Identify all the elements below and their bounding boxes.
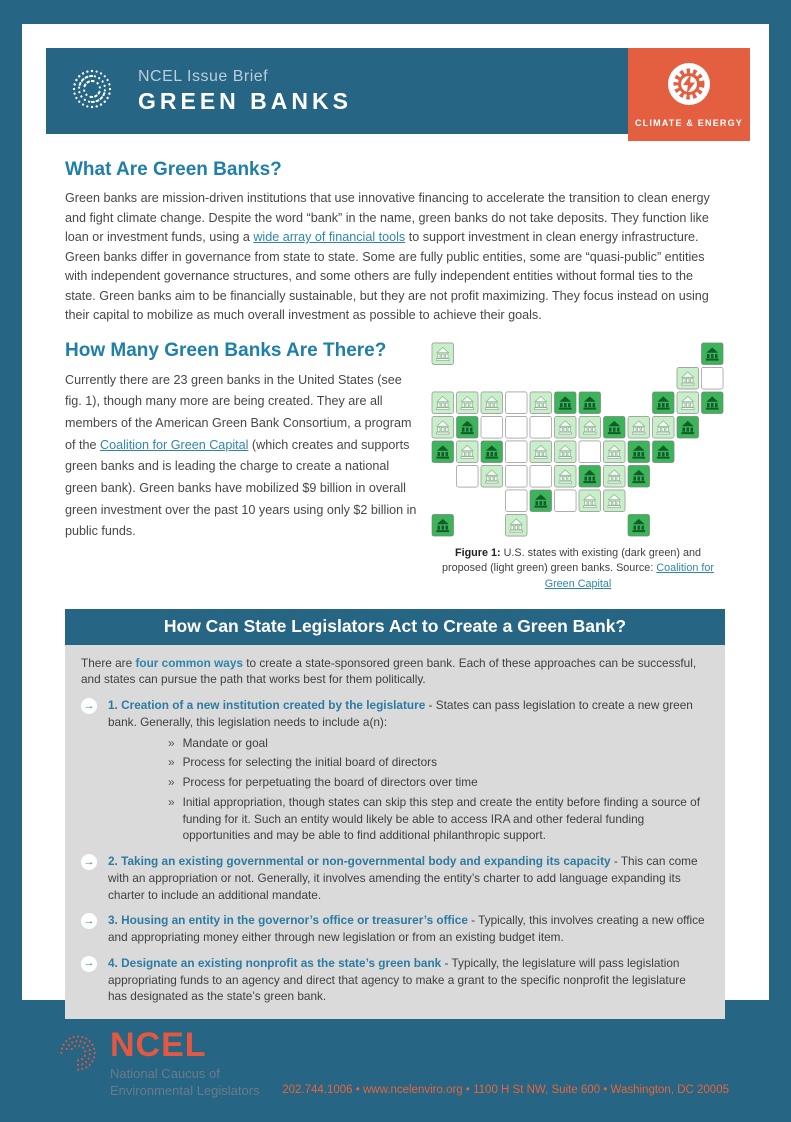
way-subitem bbox=[168, 754, 707, 771]
gear-bolt-icon bbox=[667, 62, 711, 111]
state-tile-IN bbox=[579, 416, 601, 438]
state-tile-NH bbox=[701, 367, 723, 389]
footer-brand: NCEL bbox=[110, 1026, 207, 1065]
inline-link[interactable]: Coalition for Green Capital bbox=[544, 562, 714, 590]
way-subitem-text: Mandate or goal bbox=[182, 735, 268, 750]
banner-title: How Can State Legislators Act to Create a Green Bank? bbox=[163, 616, 627, 637]
state-tile-ME bbox=[701, 343, 723, 365]
state-tile-HI bbox=[432, 514, 454, 536]
state-tile-MD bbox=[628, 441, 650, 463]
footer-contact: 202.744.1006 • www.ncelenviro.org • 1100 H St NW, Suite 600 • Washington, DC 20005 bbox=[282, 1084, 729, 1097]
way-item-1 bbox=[81, 697, 707, 844]
document-title: GREEN BANKS bbox=[138, 87, 352, 114]
state-tile-WI bbox=[554, 392, 576, 414]
state-tile-WV bbox=[579, 441, 601, 463]
us-green-banks-map bbox=[431, 342, 725, 538]
state-tile-AK bbox=[432, 343, 454, 365]
ways-list bbox=[81, 697, 707, 1005]
way-subitem-text: Process for selecting the initial board of directors bbox=[182, 755, 437, 770]
state-tile-AL bbox=[579, 490, 601, 512]
arrow-bullet-icon: → bbox=[81, 956, 97, 972]
header bbox=[46, 48, 750, 141]
way-item-title: 4. Designate an existing nonprofit as the state’s green bank bbox=[108, 955, 442, 970]
arrow-bullet-icon: → bbox=[81, 698, 97, 714]
state-tile-KY bbox=[554, 441, 576, 463]
what-section bbox=[65, 141, 725, 326]
ncel-swirl-logo-footer-icon bbox=[54, 1029, 102, 1082]
state-tile-IA bbox=[530, 416, 552, 438]
state-tile-IL bbox=[554, 416, 576, 438]
ncel-swirl-logo-icon bbox=[66, 63, 118, 120]
state-tile-NY bbox=[652, 392, 674, 414]
way-item-3 bbox=[81, 912, 707, 946]
badge-label: CLIMATE & ENERGY bbox=[634, 117, 744, 128]
way-item-title: 2. Taking an existing governmental or non-governmental body and expanding its capacity bbox=[108, 854, 611, 869]
what-paragraph bbox=[65, 189, 725, 326]
way-item-title: 3. Housing an entity in the governor’s office or treasurer’s office bbox=[108, 913, 468, 928]
state-tile-TN bbox=[554, 465, 576, 487]
state-tile-MA bbox=[677, 392, 699, 414]
state-tile-CA bbox=[432, 441, 454, 463]
way-item-4 bbox=[81, 955, 707, 1005]
state-tile-PA bbox=[628, 416, 650, 438]
state-tile-SD bbox=[505, 416, 527, 438]
way-subitem-text: Initial appropriation, though states can skip this step and create the entity before finding a source of funding for it. Such an entity would likely be able to access IRA and other federal funding opportunities and may be able to find additional philanthropic support. bbox=[182, 794, 700, 843]
chevron-bullet-icon: » bbox=[168, 755, 175, 770]
footer-org-lines bbox=[110, 1066, 260, 1100]
way-item-text bbox=[108, 912, 707, 946]
way-item-text bbox=[108, 853, 707, 903]
state-tile-MN bbox=[530, 392, 552, 414]
footer-org-line2: Environmental Legislators bbox=[110, 1083, 260, 1099]
text-segment: to create a state-sponsored green bank. Each of these approaches can be successful, and states can pursue the path that works best for them politically. bbox=[81, 655, 697, 687]
footer-org-block bbox=[110, 1026, 260, 1100]
state-tile-ND bbox=[505, 392, 527, 414]
how-many-heading: How Many Green Banks Are There? bbox=[65, 339, 387, 361]
state-tile-OR bbox=[432, 416, 454, 438]
issue-brief-label: NCEL Issue Brief bbox=[138, 67, 269, 85]
state-tile-NC bbox=[579, 465, 601, 487]
way-item-title: 1. Creation of a new institution created by the legislature bbox=[108, 698, 426, 713]
state-tile-ID bbox=[456, 392, 478, 414]
text-segment: Figure 1: bbox=[454, 546, 504, 559]
way-item-body: - States can pass legislation to create a new green bank. Generally, this legislation needs to include a(n): bbox=[108, 698, 693, 729]
arrow-bullet-icon: → bbox=[81, 913, 97, 929]
state-tile-NV bbox=[456, 416, 478, 438]
chevron-bullet-icon: » bbox=[168, 775, 175, 790]
way-item-body: - This can come with an appropriation or not. Generally, it involves amending the entity’s charter to add language expanding its charter to include an additional mandate. bbox=[108, 854, 698, 902]
way-item-2 bbox=[81, 853, 707, 903]
state-tile-DC bbox=[628, 465, 650, 487]
text-segment: to support investment in clean energy infrastructure. Green banks differ in governance from state to state. Some are fully public entities, some are “quasi-public” entities with independent governance structures, and some others are fully independent entities without formal ties to the state. Green banks aim to be financially sustainable, but they are not profit maximizing. They focus instead on using their capital to mobilize as much overall investment as possible to achieve their goals. bbox=[65, 230, 709, 323]
how-many-text-column bbox=[65, 340, 417, 543]
chevron-bullet-icon: » bbox=[168, 735, 175, 750]
chevron-bullet-icon: » bbox=[168, 794, 175, 809]
way-item-text bbox=[108, 955, 707, 1005]
state-tile-FL bbox=[628, 514, 650, 536]
state-tile-TX bbox=[505, 514, 527, 536]
way-subitem bbox=[168, 735, 707, 752]
arrow-bullet-icon: → bbox=[81, 854, 97, 870]
text-segment: four common ways bbox=[135, 655, 243, 670]
four-ways-intro bbox=[81, 655, 707, 689]
way-subitem-text: Process for perpetuating the board of directors over time bbox=[182, 775, 478, 790]
state-tile-MI bbox=[579, 392, 601, 414]
state-tile-NM bbox=[481, 465, 503, 487]
state-tile-GA bbox=[603, 490, 625, 512]
state-tile-OK bbox=[505, 490, 527, 512]
way-item-body: - Typically, this involves creating a new office and appropriating money either through new legislation or from an existing budget item. bbox=[108, 913, 705, 945]
state-tile-OH bbox=[603, 416, 625, 438]
legislators-banner bbox=[65, 609, 725, 645]
figure-caption bbox=[431, 546, 725, 593]
way-item-text bbox=[108, 697, 707, 844]
text-segment: There are bbox=[81, 655, 136, 670]
state-tile-VA bbox=[603, 441, 625, 463]
state-tile-MO bbox=[530, 441, 552, 463]
state-tile-KS bbox=[505, 465, 527, 487]
state-tile-AZ bbox=[456, 465, 478, 487]
text-segment: Currently there are 23 green banks in the United States (see fig. 1), though many more are being created. They are all members of the American Green Bank Consortium, a program of the bbox=[65, 372, 412, 452]
header-bar bbox=[46, 48, 628, 134]
state-tile-CO bbox=[481, 441, 503, 463]
state-tile-NE bbox=[505, 441, 527, 463]
way-item-body: - Typically, the legislature will pass legislation appropriating funds to an agency and direct that agency to make a grant to the specific nonprofit the legislature has designated as the state’s green bank. bbox=[108, 955, 686, 1004]
state-tile-MT bbox=[481, 392, 503, 414]
state-tile-WA bbox=[432, 392, 454, 414]
text-segment: (which creates and supports green banks and is leading the charge to create a national green bank). Green banks have mobilized $9 billion in overall green investment over the past 10 years using only $2 billion in public funds. bbox=[65, 437, 417, 539]
what-heading: What Are Green Banks? bbox=[65, 159, 282, 180]
state-tile-UT bbox=[456, 441, 478, 463]
state-tile-SC bbox=[603, 465, 625, 487]
how-many-section bbox=[65, 340, 725, 593]
way-subitem bbox=[168, 794, 707, 844]
way-subitem bbox=[168, 774, 707, 791]
state-tile-CT bbox=[677, 416, 699, 438]
four-ways-box bbox=[65, 645, 725, 1020]
footer bbox=[22, 1019, 769, 1122]
state-tile-WY bbox=[481, 416, 503, 438]
state-tile-AR bbox=[530, 465, 552, 487]
text-segment: Green banks are mission-driven institutions that use innovative financing to accelerate the transition to clean energy and fight climate change. Despite the word “bank” in the name, green banks do not take deposits. They function like loan or investment funds, using a bbox=[65, 191, 710, 245]
text-segment: U.S. states with existing (dark green) and proposed (light green) green banks. Source: bbox=[442, 546, 702, 575]
state-tile-RI bbox=[701, 392, 723, 414]
brand-block bbox=[138, 68, 352, 115]
way-subitems bbox=[168, 735, 707, 845]
state-tile-VT bbox=[677, 367, 699, 389]
figure-column bbox=[431, 340, 725, 593]
page bbox=[22, 24, 769, 1099]
inline-link[interactable]: wide array of financial tools bbox=[253, 230, 406, 245]
inline-link[interactable]: Coalition for Green Capital bbox=[100, 437, 249, 452]
state-tile-MS bbox=[554, 490, 576, 512]
climate-energy-badge bbox=[628, 48, 750, 141]
state-tile-DE bbox=[652, 441, 674, 463]
state-tile-LA bbox=[530, 490, 552, 512]
how-many-paragraph bbox=[65, 370, 417, 543]
footer-org-line1: National Caucus of bbox=[110, 1066, 220, 1082]
state-tile-NJ bbox=[652, 416, 674, 438]
footer-logo-block bbox=[54, 1026, 260, 1100]
